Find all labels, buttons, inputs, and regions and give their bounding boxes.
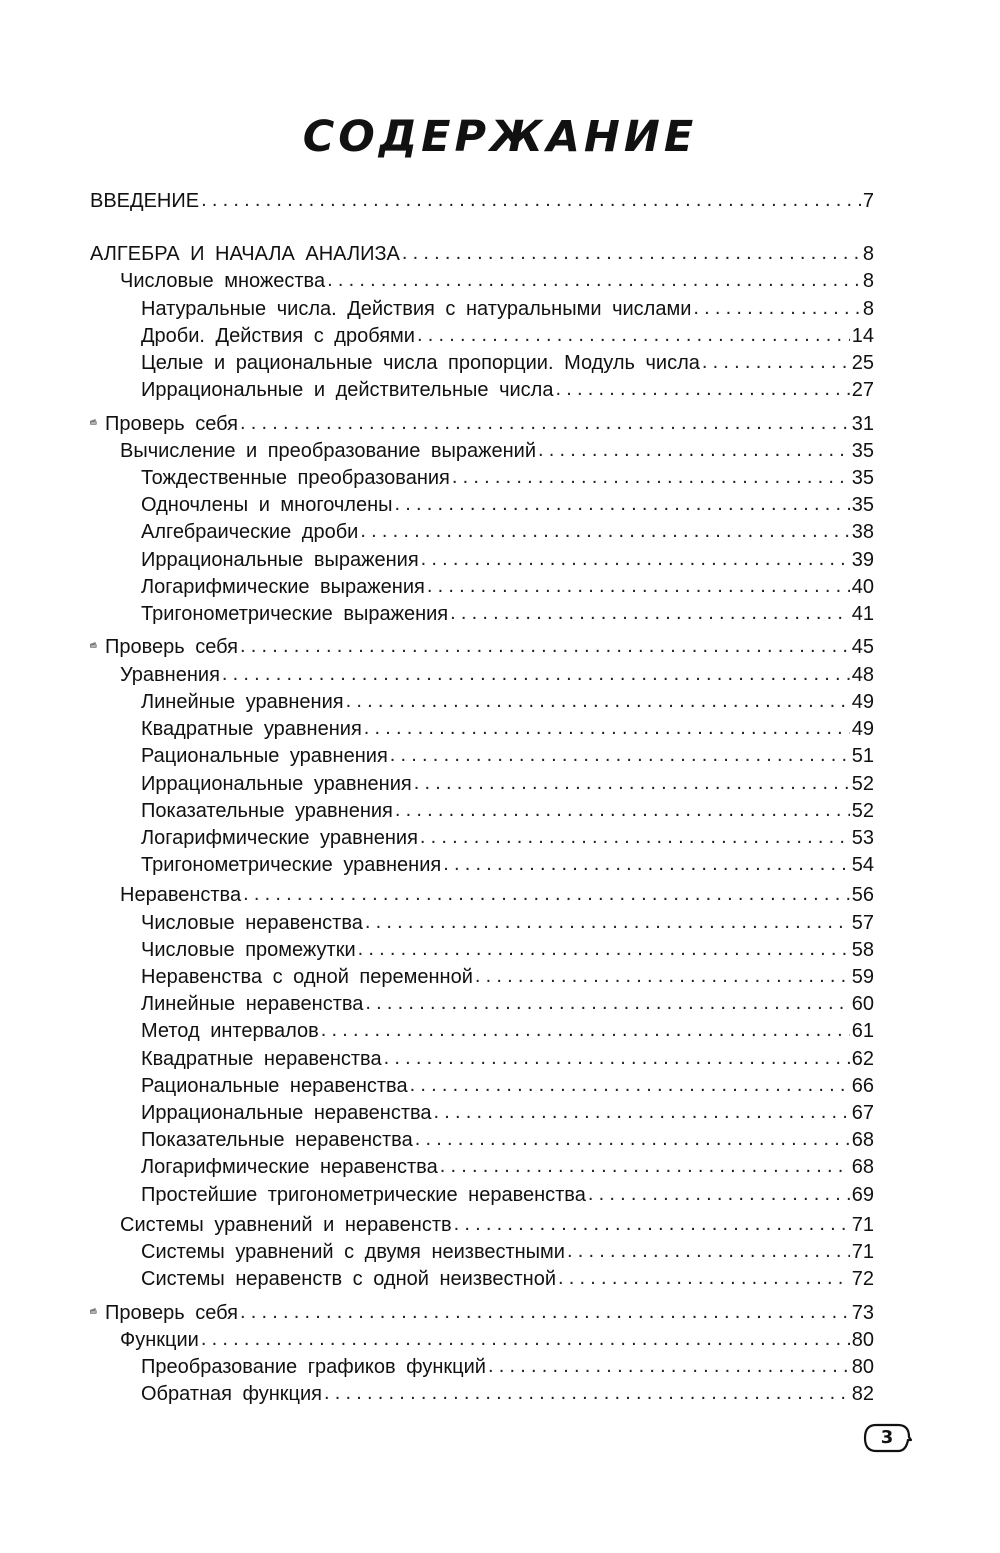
toc-entry-title: Неравенства с одной переменной — [141, 966, 473, 988]
toc-entry — [90, 492, 874, 519]
toc-entry — [90, 1239, 874, 1266]
table-of-contents — [90, 188, 874, 1409]
dot-leader — [414, 770, 850, 797]
toc-entry-title: Системы неравенств с одной неизвестной — [141, 1268, 557, 1291]
dot-leader — [415, 1126, 850, 1153]
toc-entry — [90, 241, 874, 268]
toc-entry-title: Тождественные преобразования — [141, 467, 450, 490]
toc-entry — [90, 1154, 874, 1181]
toc-entry-page: 54 — [851, 854, 874, 877]
dot-leader — [443, 851, 850, 878]
clapperboard-icon — [90, 1300, 97, 1322]
toc-entry-title: Логарифмические уравнения — [141, 826, 418, 849]
dot-leader — [450, 600, 850, 627]
toc-entry-title: Метод интервалов — [141, 1020, 319, 1043]
dot-leader — [222, 661, 850, 688]
toc-entry — [90, 268, 874, 295]
toc-entry — [90, 1327, 874, 1354]
dot-leader — [364, 715, 850, 742]
toc-entry-page: 35 — [851, 494, 874, 517]
toc-entry-page: 14 — [851, 324, 874, 347]
toc-entry-page: 68 — [851, 1156, 874, 1179]
toc-entry-page: 53 — [851, 826, 874, 849]
dot-leader — [420, 824, 850, 851]
toc-entry-page: 49 — [851, 718, 874, 741]
dot-leader — [452, 464, 850, 491]
toc-entry — [90, 743, 874, 770]
toc-entry-page: 67 — [851, 1101, 874, 1124]
toc-entry-title: Одночлены и многочлены — [141, 494, 393, 517]
toc-entry-title: Показательные уравнения — [141, 799, 393, 822]
dot-leader — [358, 936, 850, 963]
toc-entry-page: 38 — [851, 521, 874, 544]
toc-entry — [90, 465, 874, 492]
toc-entry — [90, 1018, 874, 1045]
toc-entry-title: Целые и рациональные числа пропорции. Модуль числа — [141, 351, 700, 374]
dot-leader — [475, 963, 850, 990]
toc-entry-title: Дроби. Действия с дробями — [141, 324, 415, 347]
toc-entry-title: Квадратные уравнения — [141, 718, 362, 741]
dot-leader — [567, 1238, 850, 1265]
toc-entry-title: Рациональные уравнения — [141, 745, 388, 768]
toc-entry — [90, 350, 874, 377]
toc-entry-title: Преобразование графиков функций — [141, 1356, 486, 1379]
toc-entry — [90, 662, 874, 689]
dot-leader — [390, 742, 850, 769]
toc-entry-title: Тригонометрические уравнения — [141, 854, 442, 877]
toc-entry-title: Уравнения — [120, 663, 220, 686]
toc-entry-page: 60 — [851, 993, 874, 1016]
toc-entry-page: 69 — [851, 1183, 874, 1206]
toc-entry-page: 80 — [851, 1356, 874, 1379]
toc-entry — [90, 601, 874, 628]
dot-leader — [384, 1045, 850, 1072]
toc-entry-title: Тригонометрические выражения — [141, 603, 449, 625]
toc-entry-title: Иррациональные и действительные числа — [141, 379, 554, 402]
toc-entry-page: 52 — [851, 772, 874, 795]
clapperboard-icon — [90, 634, 97, 656]
toc-entry-title: Алгебраические дроби — [141, 521, 359, 544]
toc-entry — [90, 1127, 874, 1154]
toc-entry-title: Логарифмические выражения — [141, 575, 425, 598]
dot-leader — [538, 437, 850, 464]
toc-entry — [90, 882, 874, 909]
toc-entry-title: АЛГЕБРА И НАЧАЛА АНАЛИЗА — [90, 243, 400, 266]
toc-entry — [90, 323, 874, 350]
toc-entry-title: Неравенства — [120, 884, 242, 907]
toc-entry-page: 56 — [851, 884, 874, 907]
page-number-badge — [862, 1423, 912, 1453]
toc-entry — [90, 798, 874, 825]
dot-leader — [421, 546, 850, 573]
toc-entry — [90, 519, 874, 546]
toc-entry — [90, 964, 874, 991]
toc-entry-title: Проверь себя — [104, 412, 238, 435]
toc-entry-page: 62 — [851, 1047, 874, 1070]
dot-leader — [440, 1153, 850, 1180]
toc-entry-title: Рациональные неравенства — [141, 1074, 408, 1097]
dot-leader — [243, 881, 850, 908]
toc-entry-page: 72 — [851, 1268, 874, 1291]
toc-entry-title: Натуральные числа. Действия с натуральными числами — [141, 297, 692, 320]
toc-entry-title: Квадратные неравенства — [141, 1047, 382, 1070]
toc-entry-check-yourself — [90, 1297, 874, 1324]
toc-entry — [90, 937, 874, 964]
toc-entry-title: Функции — [120, 1329, 199, 1351]
dot-leader — [434, 1099, 850, 1126]
page-number: 3 — [880, 1427, 894, 1448]
dot-leader — [201, 1326, 850, 1353]
toc-entry — [90, 438, 874, 465]
toc-entry-title: Проверь себя — [104, 1301, 238, 1324]
toc-entry — [90, 1212, 874, 1239]
toc-entry-page: 82 — [851, 1383, 874, 1406]
toc-entry-title: Иррациональные уравнения — [141, 772, 412, 795]
toc-entry-page: 57 — [851, 911, 874, 934]
dot-leader — [365, 909, 850, 936]
dot-leader — [488, 1353, 850, 1380]
toc-entry-page: 73 — [851, 1301, 874, 1324]
toc-entry-page: 35 — [851, 467, 874, 490]
toc-entry — [90, 188, 874, 215]
dot-leader — [240, 633, 850, 660]
dot-leader — [410, 1072, 850, 1099]
toc-entry-title: Линейные неравенства — [141, 993, 364, 1016]
toc-entry-page: 61 — [851, 1020, 874, 1043]
toc-entry — [90, 1182, 874, 1209]
dot-leader — [324, 1380, 850, 1407]
toc-entry-title: Вычисление и преобразование выражений — [120, 439, 537, 462]
toc-entry-page: 58 — [851, 938, 874, 961]
toc-entry — [90, 1073, 874, 1100]
toc-entry-page: 48 — [851, 663, 874, 686]
toc-entry-title: Простейшие тригонометрические неравенства — [141, 1183, 586, 1206]
toc-entry-page: 7 — [862, 190, 874, 212]
toc-entry-title: Логарифмические неравенства — [141, 1156, 438, 1179]
toc-entry-title: Числовые промежутки — [141, 938, 356, 961]
toc-entry-title: Числовые множества — [120, 270, 326, 293]
toc-entry — [90, 716, 874, 743]
toc-entry-title: Иррациональные выражения — [141, 548, 419, 571]
toc-entry-page: 25 — [851, 351, 874, 374]
clapperboard-icon — [90, 411, 97, 433]
dot-leader — [427, 573, 850, 600]
toc-entry — [90, 1354, 874, 1381]
toc-entry-page: 8 — [862, 297, 874, 320]
toc-entry-check-yourself — [90, 408, 874, 435]
dot-leader — [402, 240, 861, 267]
toc-entry-page: 31 — [851, 412, 874, 435]
page-title: СОДЕРЖАНИЕ — [302, 112, 698, 162]
toc-entry — [90, 296, 874, 323]
toc-entry-title: Показательные неравенства — [141, 1129, 413, 1152]
dot-leader — [365, 990, 849, 1017]
dot-leader — [693, 295, 860, 322]
toc-entry-title: Числовые неравенства — [141, 911, 363, 934]
toc-entry-title: ВВЕДЕНИЕ — [90, 190, 200, 212]
toc-entry — [90, 1266, 874, 1293]
toc-entry — [90, 852, 874, 879]
toc-entry-title: Линейные уравнения — [141, 690, 344, 713]
toc-entry — [90, 1046, 874, 1073]
toc-entry-page: 51 — [851, 745, 874, 768]
toc-entry-title: Обратная функция — [141, 1383, 323, 1406]
toc-entry-page: 71 — [851, 1241, 874, 1264]
toc-entry-page: 66 — [851, 1074, 874, 1097]
dot-leader — [454, 1211, 850, 1238]
toc-entry-page: 41 — [851, 603, 874, 625]
dot-leader — [240, 1299, 850, 1326]
toc-entry-page: 39 — [851, 548, 874, 571]
dot-leader — [558, 1265, 850, 1292]
toc-entry — [90, 1100, 874, 1127]
toc-entry-check-yourself — [90, 631, 874, 658]
toc-entry-page: 45 — [851, 636, 874, 659]
toc-entry-page: 8 — [862, 270, 874, 293]
dot-leader — [360, 518, 849, 545]
toc-entry-page: 52 — [851, 799, 874, 822]
toc-entry — [90, 547, 874, 574]
toc-entry — [90, 825, 874, 852]
toc-entry-page: 40 — [851, 575, 874, 598]
toc-entry-page: 35 — [851, 439, 874, 462]
toc-entry-page: 59 — [851, 966, 874, 988]
toc-entry — [90, 991, 874, 1018]
dot-leader — [201, 187, 861, 214]
dot-leader — [327, 267, 861, 294]
toc-entry-page: 68 — [851, 1129, 874, 1152]
toc-entry-page: 8 — [862, 243, 874, 266]
toc-entry-title: Проверь себя — [104, 636, 238, 659]
toc-entry — [90, 689, 874, 716]
dot-leader — [417, 322, 850, 349]
toc-entry — [90, 377, 874, 404]
dot-leader — [321, 1017, 850, 1044]
toc-entry — [90, 910, 874, 937]
toc-entry-title: Системы уравнений и неравенств — [120, 1213, 452, 1236]
toc-entry-title: Иррациональные неравенства — [141, 1101, 432, 1124]
dot-leader — [395, 797, 850, 824]
dot-leader — [588, 1181, 850, 1208]
dot-leader — [240, 410, 850, 437]
dot-leader — [555, 376, 849, 403]
toc-entry — [90, 574, 874, 601]
toc-entry-page: 71 — [851, 1213, 874, 1236]
toc-entry-page: 27 — [851, 379, 874, 402]
dot-leader — [702, 349, 850, 376]
toc-entry — [90, 771, 874, 798]
toc-entry — [90, 1381, 874, 1408]
toc-entry-title: Системы уравнений с двумя неизвестными — [141, 1241, 565, 1264]
dot-leader — [346, 688, 850, 715]
toc-entry-page: 80 — [851, 1329, 874, 1351]
dot-leader — [395, 491, 850, 518]
toc-entry-page: 49 — [851, 690, 874, 713]
